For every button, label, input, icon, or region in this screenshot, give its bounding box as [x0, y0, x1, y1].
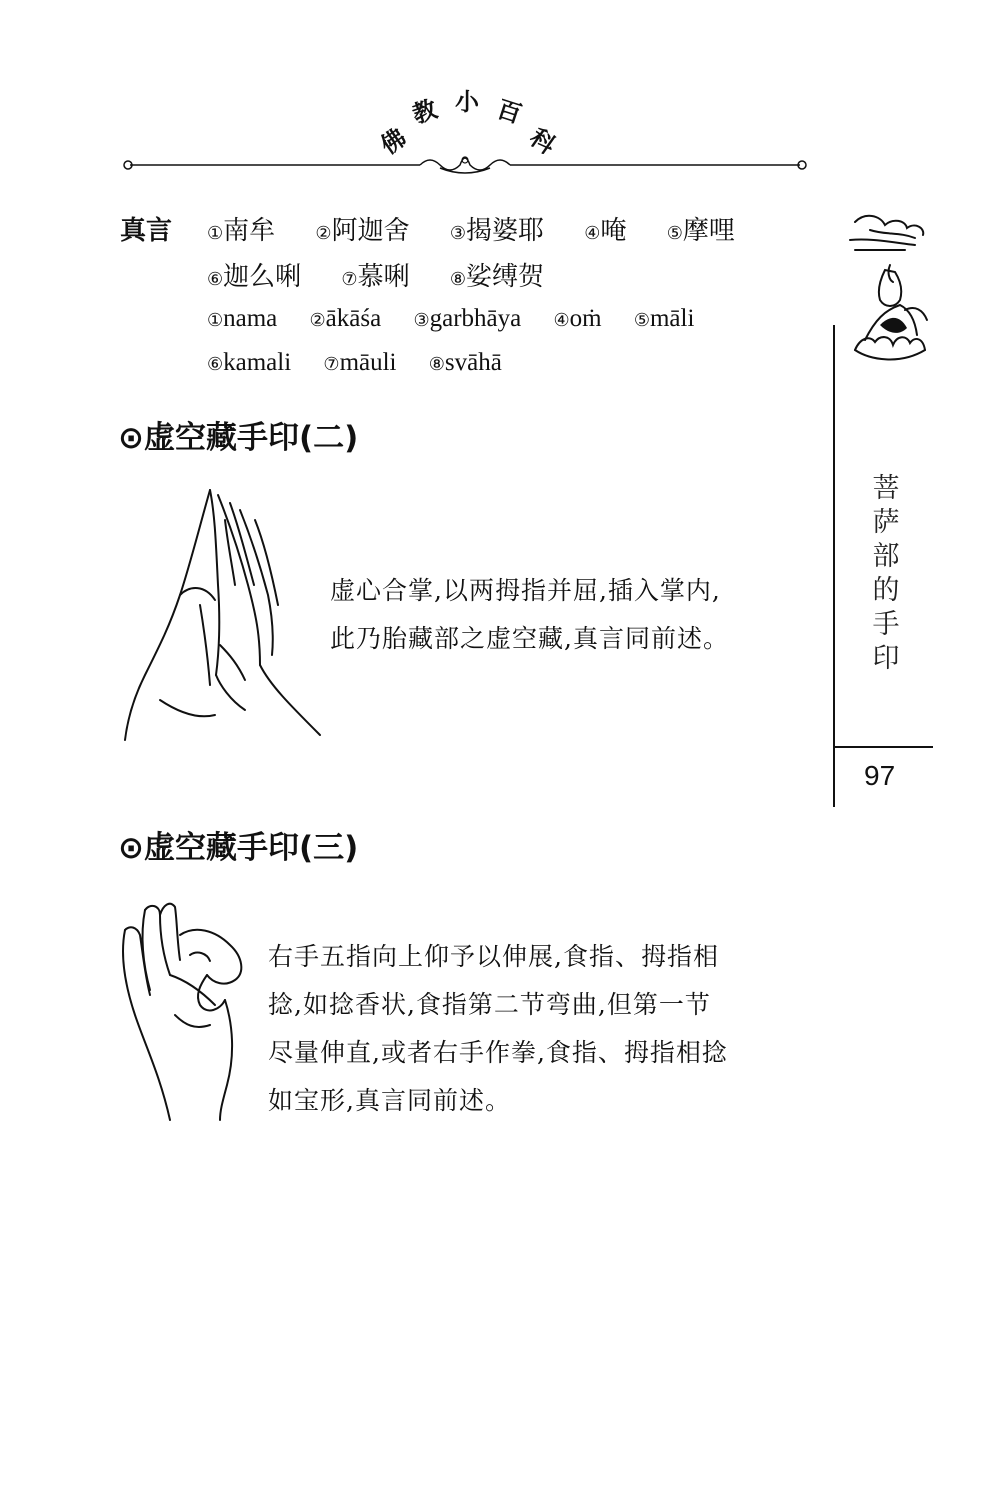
- mantra-item: ⑤摩哩: [666, 216, 735, 246]
- chapter-char: 的: [872, 575, 900, 606]
- praying-hands-icon: [120, 485, 330, 745]
- sidebar-vertical-rule: [833, 325, 835, 807]
- section-heading-mudra-2: ⊙虚空藏手印(二): [118, 420, 359, 456]
- header-ornament-rule: [120, 150, 810, 180]
- mantra-item: ③garbhāya: [413, 305, 522, 332]
- mantra-item: ①nama: [207, 305, 278, 332]
- chapter-char: 手: [872, 609, 900, 640]
- mantra-item: ④oṁ: [553, 305, 602, 332]
- header-char-1: 佛: [375, 123, 412, 160]
- lotus-bodhisattva-emblem-icon: [845, 210, 930, 370]
- text-line: 捻,如捻香状,食指第二节弯曲,但第一节: [268, 990, 711, 1019]
- running-header-title: [360, 80, 580, 160]
- section-2-description: [330, 567, 820, 663]
- mantra-chinese-row-1: [207, 210, 761, 247]
- header-char-4: 百: [493, 94, 525, 129]
- text-line: 虚心合掌,以两拇指并屈,插入掌内,: [330, 576, 721, 605]
- header-char-3: 小: [455, 88, 479, 116]
- mantra-item: ②阿迦舍: [315, 216, 410, 246]
- chapter-char: 萨: [872, 507, 900, 538]
- text-line: 右手五指向上仰予以伸展,食指、拇指相: [268, 942, 719, 971]
- text-line: 此乃胎藏部之虚空藏,真言同前述。: [330, 624, 729, 653]
- page-number-rule: [833, 746, 933, 748]
- mantra-roman-row-2: [207, 349, 528, 377]
- mantra-roman-row-1: [207, 305, 720, 333]
- section-heading-mudra-3: ⊙虚空藏手印(三): [118, 830, 359, 866]
- mantra-item: ③揭婆耶: [449, 216, 544, 246]
- text-line: 如宝形,真言同前述。: [268, 1086, 511, 1115]
- mantra-item: ④唵: [584, 216, 627, 246]
- header-char-2: 教: [409, 94, 441, 129]
- section-3-description: [268, 933, 818, 1125]
- page-number: 97: [864, 760, 896, 791]
- chapter-char: 菩: [872, 473, 900, 504]
- jewel-mudra-hand-icon: [115, 895, 265, 1125]
- mantra-item: ⑦慕唎: [341, 262, 410, 292]
- mantra-chinese-row-2: [207, 256, 570, 293]
- chapter-char: 印: [872, 643, 900, 674]
- text-line: 尽量伸直,或者右手作拳,食指、拇指相捻: [268, 1038, 728, 1067]
- mantra-label: 真言: [120, 216, 173, 246]
- header-char-5: 科: [524, 123, 561, 160]
- mantra-item: ⑦māuli: [323, 349, 397, 376]
- mantra-item: ①南牟: [207, 216, 276, 246]
- mantra-item: ⑧svāhā: [428, 349, 502, 376]
- mantra-item: ⑥kamali: [207, 349, 292, 376]
- mantra-item: ②ākāśa: [309, 305, 382, 332]
- mantra-item: ⑥迦么唎: [207, 262, 302, 292]
- mantra-item: ⑧娑缚贺: [449, 262, 544, 292]
- chapter-label-vertical: [866, 472, 906, 676]
- chapter-char: 部: [872, 541, 900, 572]
- mantra-item: ⑤māli: [633, 305, 695, 332]
